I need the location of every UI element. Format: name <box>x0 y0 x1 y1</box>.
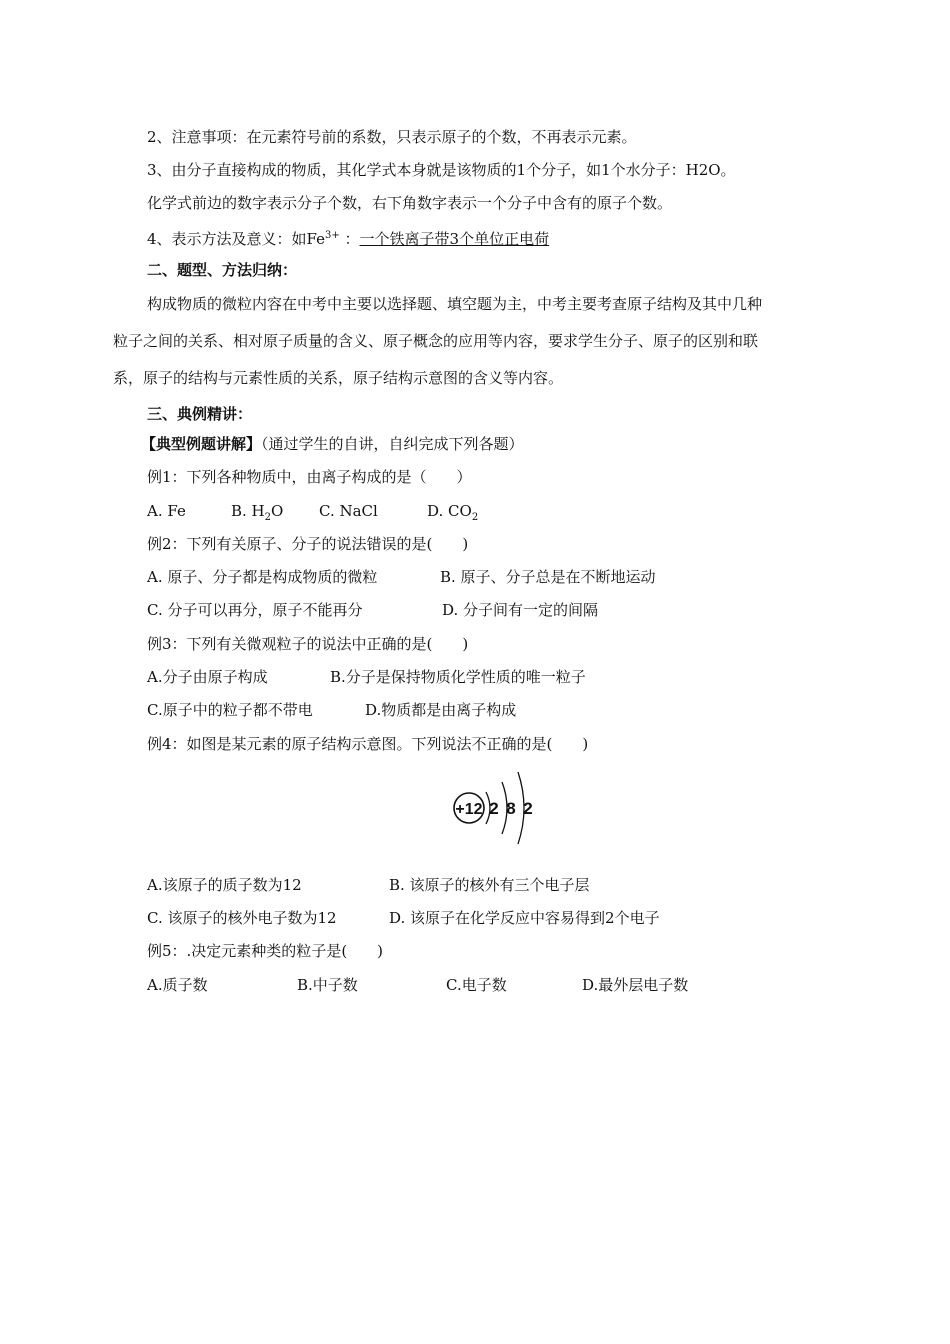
q5-option-a: A.质子数 <box>147 976 208 994</box>
q5-option-d: D.最外层电子数 <box>582 976 689 994</box>
q3-stem: 例3：下列有关微观粒子的说法中正确的是( ) <box>147 635 469 653</box>
q1-option-a: A. Fe <box>147 502 186 520</box>
note-3: 3、由分子直接构成的物质，其化学式本身就是该物质的1个分子，如1个水分子：H2O。 <box>147 161 736 179</box>
note-4-meaning: 一个铁离子带3个单位正电荷 <box>359 230 550 248</box>
shell-2-electrons: 8 <box>506 799 516 818</box>
section2-para-line2: 粒子之间的关系、相对原子质量的含义、原子概念的应用等内容，要求学生分子、原子的区别和联 <box>113 332 759 350</box>
q5-option-b: B.中子数 <box>297 976 358 994</box>
q3-option-d: D.物质都是由离子构成 <box>365 701 517 719</box>
q3-option-a: A.分子由原子构成 <box>147 668 268 686</box>
section3-intro-bold: 【典型例题讲解】 <box>141 435 262 453</box>
q2-option-a: A. 原子、分子都是构成物质的微粒 <box>147 568 378 586</box>
q3-option-c: C.原子中的粒子都不带电 <box>147 701 313 719</box>
q2-stem: 例2：下列有关原子、分子的说法错误的是( ) <box>147 535 469 553</box>
note-2: 2、注意事项：在元素符号前的系数，只表示原子的个数，不再表示元素。 <box>147 128 637 146</box>
atom-diagram-svg <box>450 768 540 858</box>
q1-option-c: C. NaCl <box>319 502 378 520</box>
q1-option-b: B. $H_2O$ <box>231 502 284 523</box>
section3-intro <box>141 434 524 454</box>
atom-structure-diagram <box>450 768 540 858</box>
section3-heading: 三、典例精讲： <box>147 405 253 423</box>
q3-option-b: B.分子是保持物质化学性质的唯一粒子 <box>330 668 586 686</box>
q5-stem: 例5：.决定元素种类的粒子是( ) <box>147 942 384 960</box>
nucleus-charge: +12 <box>455 801 483 818</box>
q2-option-d: D. 分子间有一定的间隔 <box>442 601 599 619</box>
q4-option-b: B. 该原子的核外有三个电子层 <box>389 876 590 894</box>
note-4-charge: 3+ <box>325 230 340 241</box>
q4-option-d: D. 该原子在化学反应中容易得到2个电子 <box>389 909 660 927</box>
section2-para-line3: 系，原子的结构与元素性质的关系，原子结构示意图的含义等内容。 <box>113 369 564 387</box>
q4-stem: 例4：如图是某元素的原子结构示意图。下列说法不正确的是( ) <box>147 735 589 753</box>
shell-1-electrons: 2 <box>489 799 499 818</box>
q1-option-d: D. $CO_2$ <box>427 502 479 523</box>
shell-3-electrons: 2 <box>523 799 533 818</box>
q5-option-c: C.电子数 <box>446 976 507 994</box>
section3-intro-rest: （通过学生的自讲，自纠完成下列各题） <box>261 435 524 453</box>
q1-stem: 例1：下列各种物质中，由离子构成的是（ ） <box>147 468 472 486</box>
q4-option-c: C. 该原子的核外电子数为12 <box>147 909 337 927</box>
section2-heading: 二、题型、方法归纳： <box>147 261 298 279</box>
note-3b: 化学式前边的数字表示分子个数，右下角数字表示一个分子中含有的原子个数。 <box>147 194 673 212</box>
q2-option-c: C. 分子可以再分，原子不能再分 <box>147 601 363 619</box>
q2-option-b: B. 原子、分子总是在不断地运动 <box>440 568 656 586</box>
section2-para-line1: 构成物质的微粒内容在中考中主要以选择题、填空题为主，中考主要考查原子结构及其中几种 <box>147 295 763 313</box>
note-4-prefix: 4、表示方法及意义：如Fe <box>147 230 326 248</box>
q4-option-a: A.该原子的质子数为12 <box>147 876 302 894</box>
note-4 <box>147 226 549 249</box>
note-4-sep: ： <box>339 230 360 248</box>
